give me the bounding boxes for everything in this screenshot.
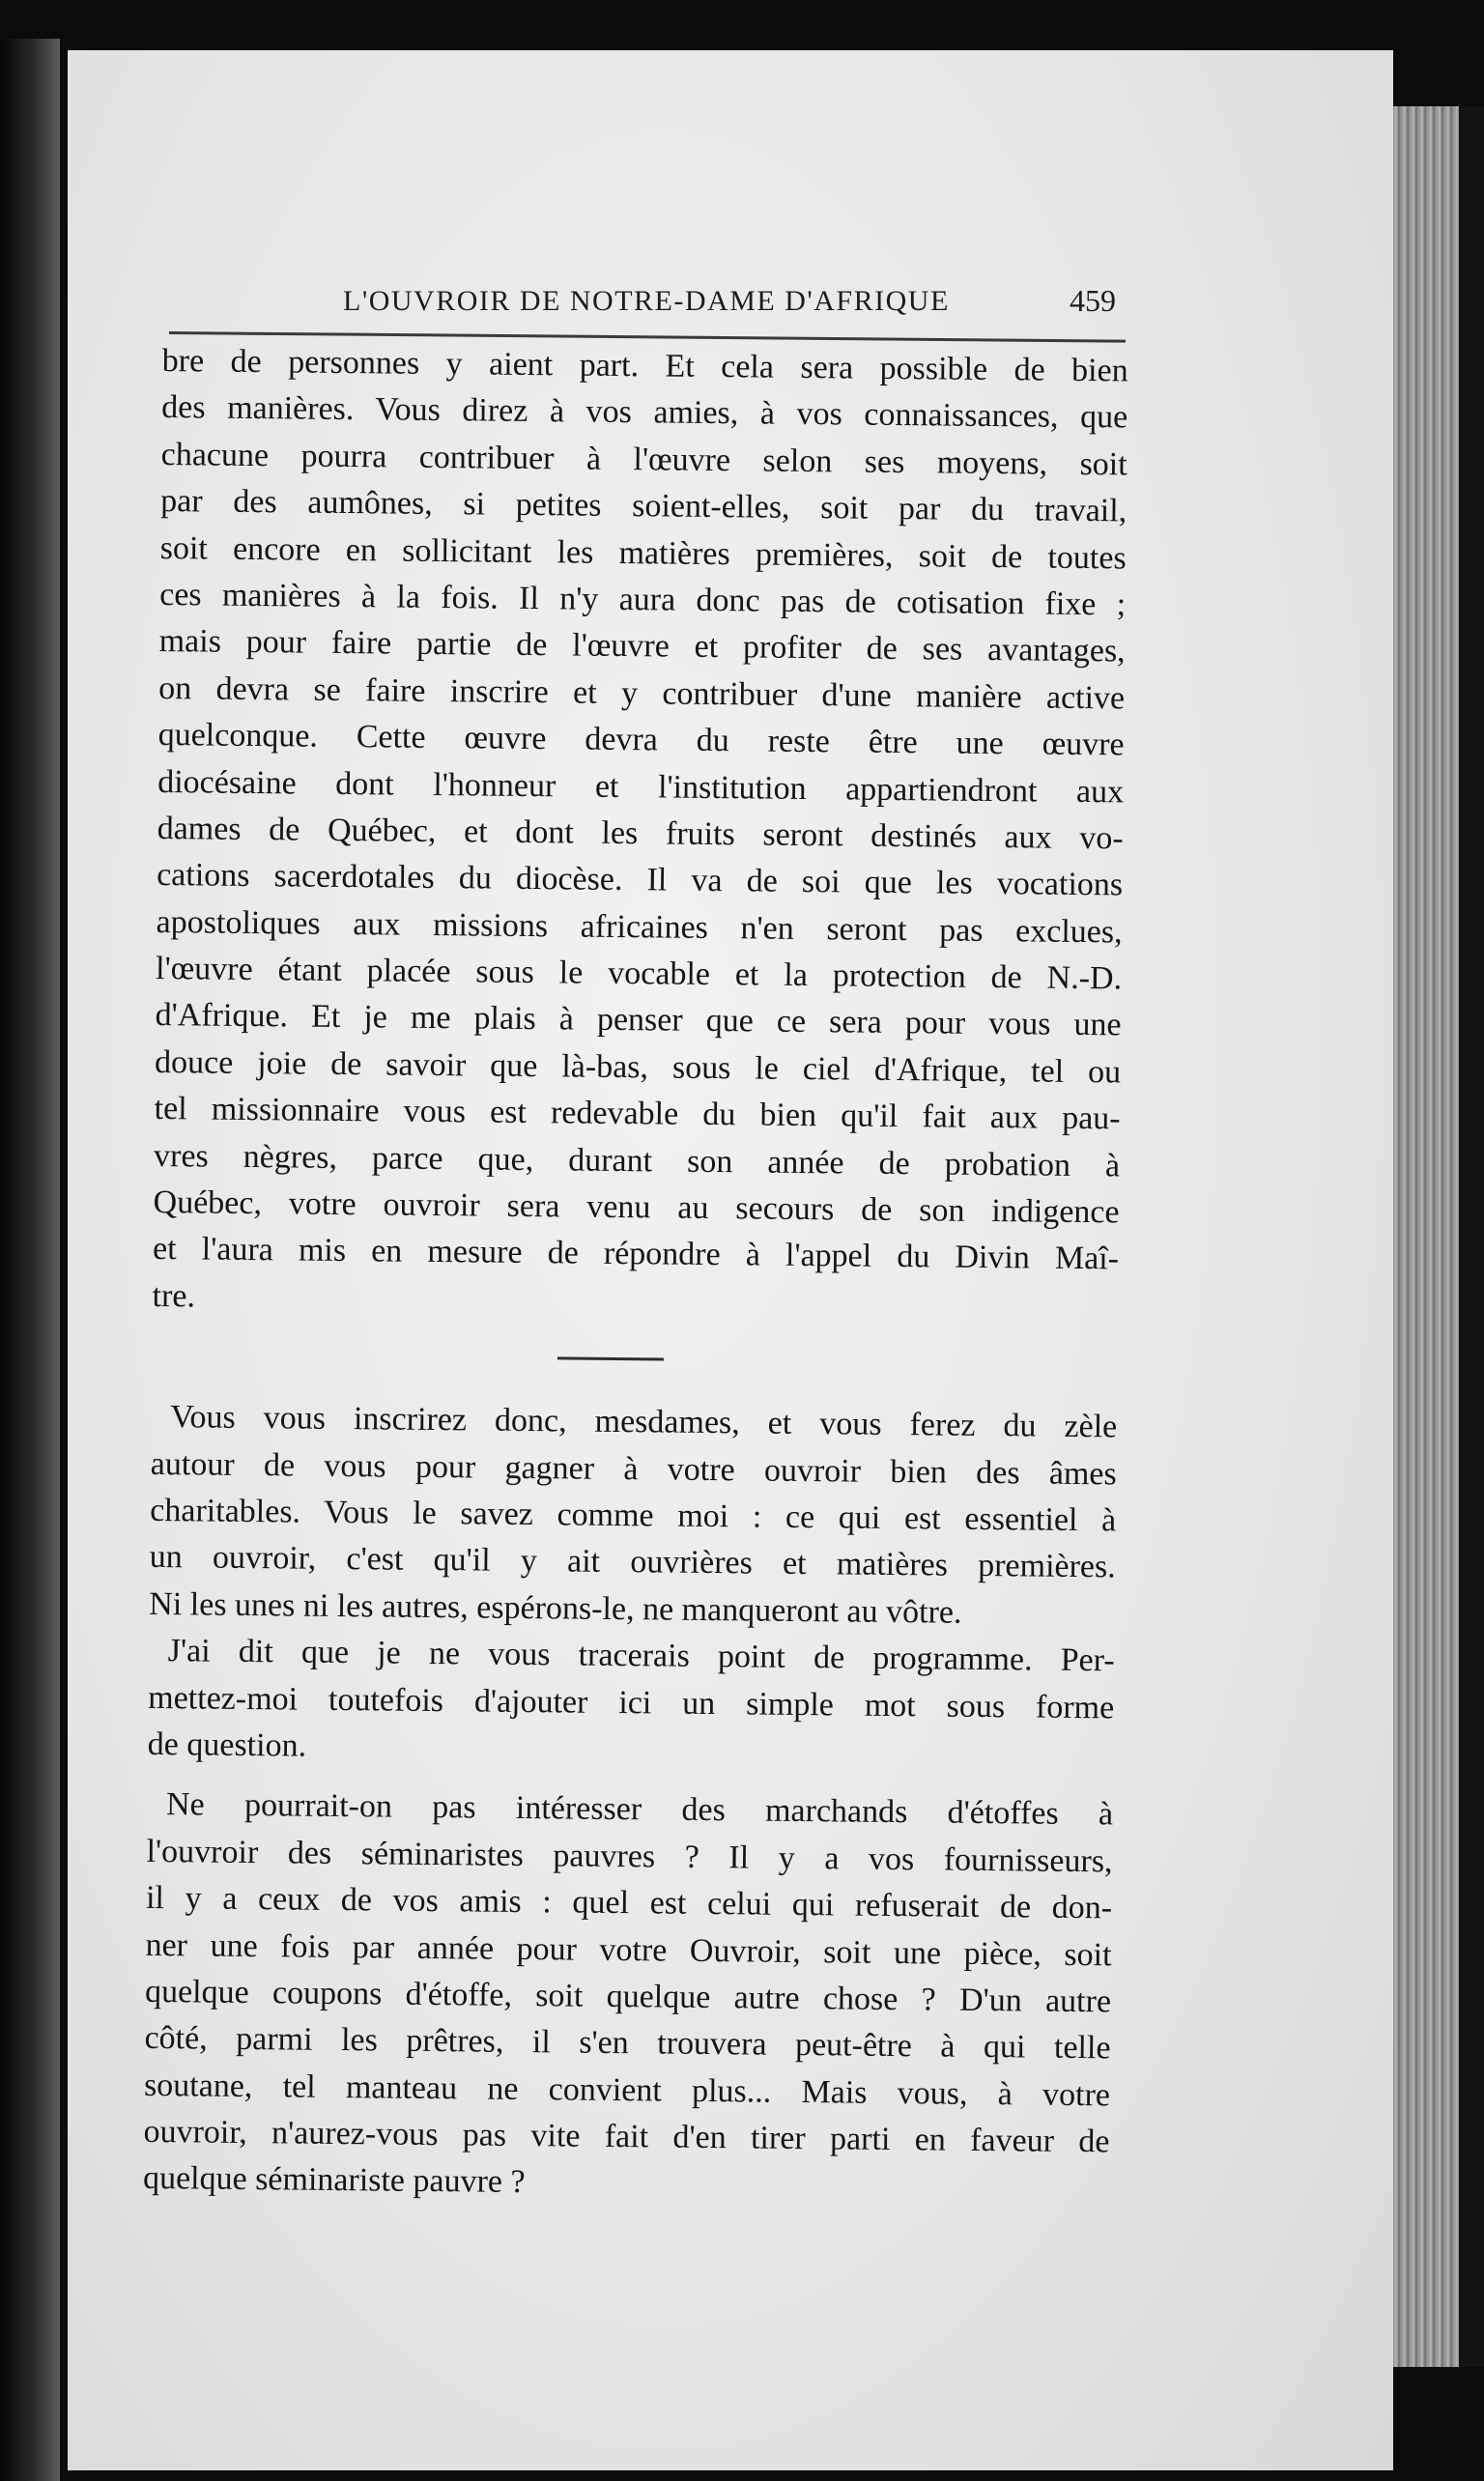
text-line: ouvroir, n'aurez-vous pas vite fait d'en tirer parti en faveur de: [143, 2113, 1110, 2160]
page-number: 459: [1070, 283, 1116, 318]
text-line: charitables. Vous le savez comme moi : ce qui est essentiel à: [150, 1492, 1117, 1539]
text-line: tre.: [152, 1277, 196, 1315]
text-line: vres nègres, parce que, durant son année de probation à: [153, 1137, 1121, 1184]
text-line: des manières. Vous direz à vos amies, à vos connaissances, que: [161, 389, 1128, 436]
text-line: mais pour faire partie de l'œuvre et profiter de ses avantages,: [158, 623, 1126, 670]
section-separator: [557, 1357, 664, 1361]
text-line: cations sacerdotales du diocèse. Il va de soi que les vocations: [156, 857, 1124, 903]
text-line: quelque séminariste pauvre ?: [142, 2160, 526, 2201]
binding-edge: [0, 39, 60, 2481]
text-line: ces manières à la fois. Il n'y aura donc pas de cotisation fixe ;: [159, 576, 1127, 623]
text-line: l'œuvre étant placée sous le vocable et la protection de N.-D.: [155, 951, 1123, 997]
text-line: dames de Québec, et dont les fruits seront destinés aux vo-: [157, 810, 1124, 857]
text-line: mettez-moi toutefois d'ajouter ici un simple mot sous forme: [148, 1679, 1115, 1725]
text-line: de question.: [147, 1725, 307, 1764]
page-stack-shadow: [1459, 106, 1484, 2367]
paragraph-question: [143, 1782, 1114, 2212]
text-line: soit encore en sollicitant les matières premières, soit de toutes: [159, 529, 1127, 577]
text-line: Vous vous inscrirez donc, mesdames, et vous ferez du zèle: [170, 1399, 1118, 1445]
body-text: [143, 338, 1128, 2212]
text-line: et l'aura mis en mesure de répondre à l'appel du Divin Maî-: [152, 1231, 1120, 1277]
page-stack-edge: [1393, 106, 1459, 2367]
text-line: chacune pourra contribuer à l'œuvre selon ses moyens, soit: [160, 436, 1127, 483]
running-title: L'OUVROIR DE NOTRE-DAME D'AFRIQUE: [343, 285, 950, 317]
text-line: par des aumônes, si petites soient-elles, soit par du travail,: [160, 483, 1127, 529]
text-line: douce joie de savoir que là-bas, sous le ciel d'Afrique, tel ou: [154, 1043, 1122, 1091]
text-line: on devra se faire inscrire et y contribuer d'une manière active: [158, 670, 1126, 717]
page-header: [343, 275, 1130, 333]
text-line: il y a ceux de vos amis : quel est celui qui refuserait de don-: [145, 1880, 1113, 1926]
text-line: soutane, tel manteau ne convient plus... Mais vous, à votre: [143, 2067, 1111, 2114]
text-line: diocésaine dont l'honneur et l'institution appartiendront aux: [157, 763, 1125, 810]
paragraph-continuation: [152, 338, 1128, 1330]
text-line: côté, parmi les prêtres, il s'en trouvera peut-être à qui telle: [144, 2020, 1111, 2067]
text-line: autour de vous pour gagner à votre ouvroir bien des âmes: [150, 1445, 1117, 1493]
paragraph-programme: [147, 1628, 1114, 1779]
text-line: l'ouvroir des séminaristes pauvres ? Il y a vos fournisseurs,: [146, 1833, 1113, 1880]
text-line: un ouvroir, c'est qu'il y ait ouvrières et matières premières.: [149, 1539, 1116, 1585]
text-line: Québec, votre ouvroir sera venu au secours de son indigence: [153, 1183, 1120, 1231]
text-line: quelque coupons d'étoffe, soit quelque autre chose ? D'un autre: [144, 1973, 1112, 2020]
paragraph-inscription: [149, 1394, 1117, 1638]
text-line: J'ai dit que je ne vous tracerais point de programme. Per-: [167, 1633, 1115, 1679]
text-line: d'Afrique. Et je me plais à penser que ce sera pour vous une: [155, 997, 1122, 1043]
text-line: Ne pourrait-on pas intéresser des marchands d'étoffes à: [165, 1786, 1114, 1833]
text-line: tel missionnaire vous est redevable du bien qu'il fait aux pau-: [154, 1091, 1121, 1137]
text-line: bre de personnes y aient part. Et cela sera possible de bien: [161, 342, 1128, 389]
text-line: apostoliques aux missions africaines n'en seront pas exclues,: [156, 903, 1123, 951]
text-line: ner une fois par année pour votre Ouvroir, soit une pièce, soit: [145, 1926, 1112, 1973]
text-line: quelconque. Cette œuvre devra du reste être une œuvre: [157, 717, 1125, 763]
text-line: Ni les unes ni les autres, espérons-le, ne manqueront au vôtre.: [149, 1585, 962, 1631]
